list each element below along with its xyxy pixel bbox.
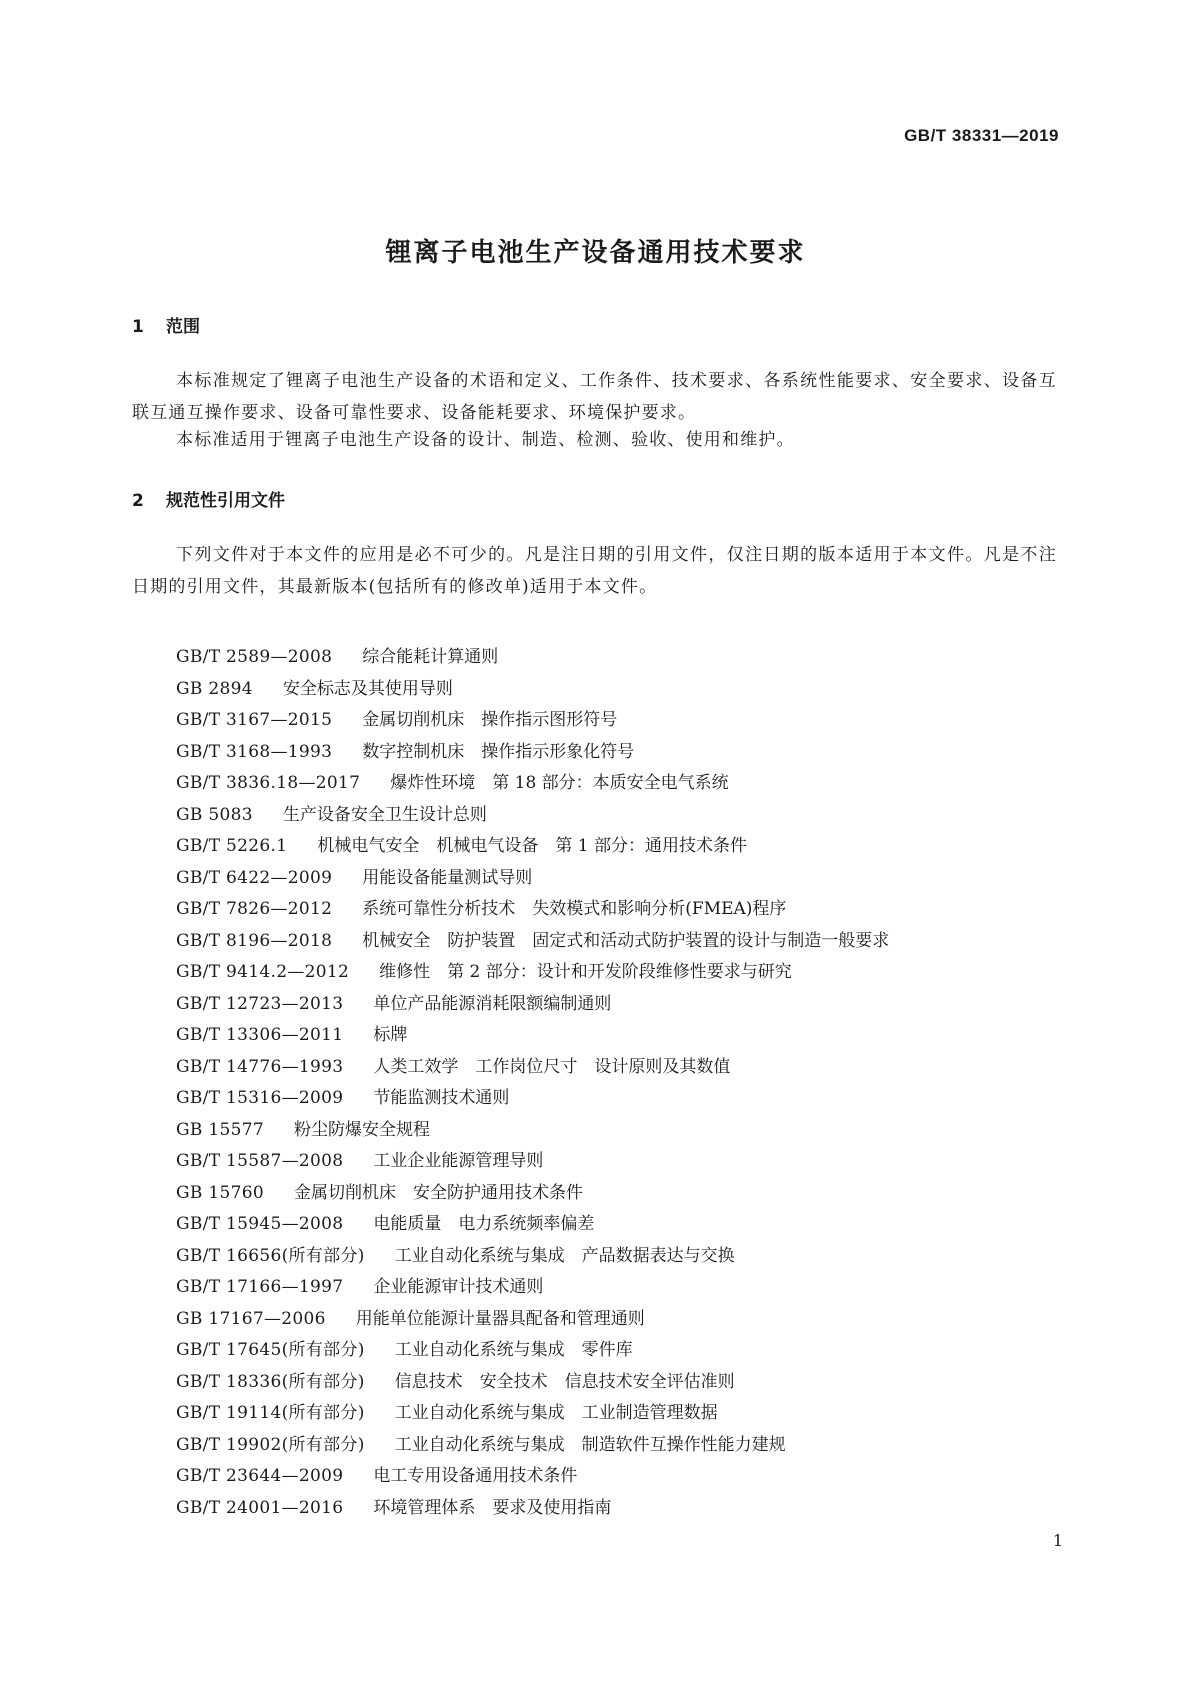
standard-code: GB/T 38331—2019 [904,126,1059,145]
reference-item [176,894,889,926]
scope-paragraph-1: 本标准规定了锂离子电池生产设备的术语和定义、工作条件、技术要求、各系统性能要求、安全要求、设备互联互通互操作要求、设备可靠性要求、设备能耗要求、环境保护要求。 [132,371,1057,423]
reference-item [176,642,889,674]
reference-title: 机械安全 防护装置 固定式和活动式防护装置的设计与制造一般要求 [362,930,890,951]
reference-code: GB 15760 [176,1182,264,1203]
reference-item [176,674,889,706]
reference-title: 机械电气安全 机械电气设备 第 1 部分：通用技术条件 [317,836,747,856]
reference-title: 粉尘防爆安全规程 [293,1119,430,1140]
reference-item [176,1209,889,1241]
section-number: 2 [132,491,144,511]
reference-title: 爆炸性环境 第 18 部分：本质安全电气系统 [390,773,729,793]
reference-title: 单位产品能源消耗限额编制通则 [373,993,612,1014]
reference-code: GB/T 3836.18—2017 [176,773,361,793]
reference-title: 数字控制机床 操作指示形象化符号 [362,741,635,762]
reference-title: 企业能源审计技术通则 [373,1277,544,1297]
reference-title: 用能设备能量测试导则 [362,867,533,888]
reference-code: GB/T 24001—2016 [176,1497,344,1518]
reference-code: GB/T 13306—2011 [176,1025,344,1045]
reference-title: 金属切削机床 操作指示图形符号 [362,710,618,730]
reference-code: GB/T 15587—2008 [176,1151,344,1171]
reference-code: GB/T 6422—2009 [176,867,333,888]
reference-title: 生产设备安全卫生设计总则 [282,804,487,825]
reference-title: 综合能耗计算通则 [362,647,499,667]
reference-item [176,1146,889,1178]
reference-code: GB 17167—2006 [176,1308,326,1329]
section-heading-scope [132,312,200,337]
reference-title: 信息技术 安全技术 信息技术安全评估准则 [394,1371,735,1392]
reference-item [176,1335,889,1367]
reference-title: 安全标志及其使用导则 [282,678,453,699]
scope-paragraph-2: 本标准适用于锂离子电池生产设备的设计、制造、检测、验收、使用和维护。 [176,430,795,450]
document-title: 锂离子电池生产设备通用技术要求 [385,238,806,268]
reference-title: 电能质量 电力系统频率偏差 [373,1214,595,1234]
reference-code: GB/T 3167—2015 [176,710,333,730]
section-title: 规范性引用文件 [166,491,285,511]
reference-item [176,1461,889,1493]
reference-code: GB/T 15945—2008 [176,1214,344,1234]
reference-code: GB/T 18336(所有部分) [176,1371,365,1392]
reference-title: 节能监测技术通则 [373,1088,510,1108]
page-number: 1 [1052,1531,1063,1550]
reference-title: 人类工效学 工作岗位尺寸 设计原则及其数值 [373,1056,731,1077]
reference-title: 金属切削机床 安全防护通用技术条件 [293,1182,583,1203]
reference-code: GB 5083 [176,804,253,825]
reference-title: 用能单位能源计量器具配备和管理通则 [355,1308,645,1329]
reference-code: GB 15577 [176,1119,264,1140]
reference-title: 环境管理体系 要求及使用指南 [373,1497,612,1518]
reference-item [176,1304,889,1336]
reference-title: 工业自动化系统与集成 零件库 [394,1340,633,1360]
reference-item [176,1241,889,1273]
reference-code: GB/T 5226.1 [176,836,288,856]
reference-code: GB/T 3168—1993 [176,741,333,762]
reference-title: 电工专用设备通用技术条件 [373,1466,578,1486]
reference-item [176,957,889,989]
reference-code: GB/T 14776—1993 [176,1056,344,1077]
reference-title: 工业自动化系统与集成 工业制造管理数据 [394,1403,718,1423]
reference-code: GB/T 17166—1997 [176,1277,344,1297]
reference-title: 维修性 第 2 部分：设计和开发阶段维修性要求与研究 [379,962,792,982]
reference-title: 系统可靠性分析技术 失效模式和影响分析(FMEA)程序 [362,899,787,919]
reference-item [176,1052,889,1084]
reference-title: 工业自动化系统与集成 制造软件互操作性能力建规 [394,1434,786,1455]
reference-title: 工业企业能源管理导则 [373,1151,544,1171]
reference-code: GB/T 16656(所有部分) [176,1245,365,1266]
reference-code: GB/T 7826—2012 [176,899,333,919]
reference-item [176,863,889,895]
reference-item [176,1367,889,1399]
reference-item [176,1020,889,1052]
reference-item [176,989,889,1021]
section-number: 1 [132,317,144,337]
reference-code: GB/T 9414.2—2012 [176,962,350,982]
reference-item [176,1083,889,1115]
reference-code: GB/T 15316—2009 [176,1088,344,1108]
section-heading-normative-references [132,486,285,511]
reference-item [176,1178,889,1210]
reference-title: 标牌 [373,1025,408,1045]
reference-item [176,926,889,958]
reference-item [176,705,889,737]
reference-item [176,1398,889,1430]
reference-item [176,1272,889,1304]
reference-code: GB/T 8196—2018 [176,930,333,951]
reference-title: 工业自动化系统与集成 产品数据表达与交换 [394,1245,735,1266]
reference-item [176,768,889,800]
reference-code: GB/T 19114(所有部分) [176,1403,365,1423]
reference-item [176,1115,889,1147]
reference-item [176,1430,889,1462]
section-title: 范围 [166,317,200,337]
reference-code: GB/T 17645(所有部分) [176,1340,365,1360]
reference-item [176,831,889,863]
references-intro-paragraph: 下列文件对于本文件的应用是必不可少的。凡是注日期的引用文件，仅注日期的版本适用于本文件。凡是不注日期的引用文件，其最新版本(包括所有的修改单)适用于本文件。 [132,545,1057,597]
reference-code: GB/T 23644—2009 [176,1466,344,1486]
reference-code: GB 2894 [176,678,253,699]
reference-code: GB/T 12723—2013 [176,993,344,1014]
reference-item [176,1493,889,1525]
reference-list [176,642,889,1524]
reference-code: GB/T 2589—2008 [176,647,333,667]
reference-item [176,800,889,832]
reference-code: GB/T 19902(所有部分) [176,1434,365,1455]
reference-item [176,737,889,769]
